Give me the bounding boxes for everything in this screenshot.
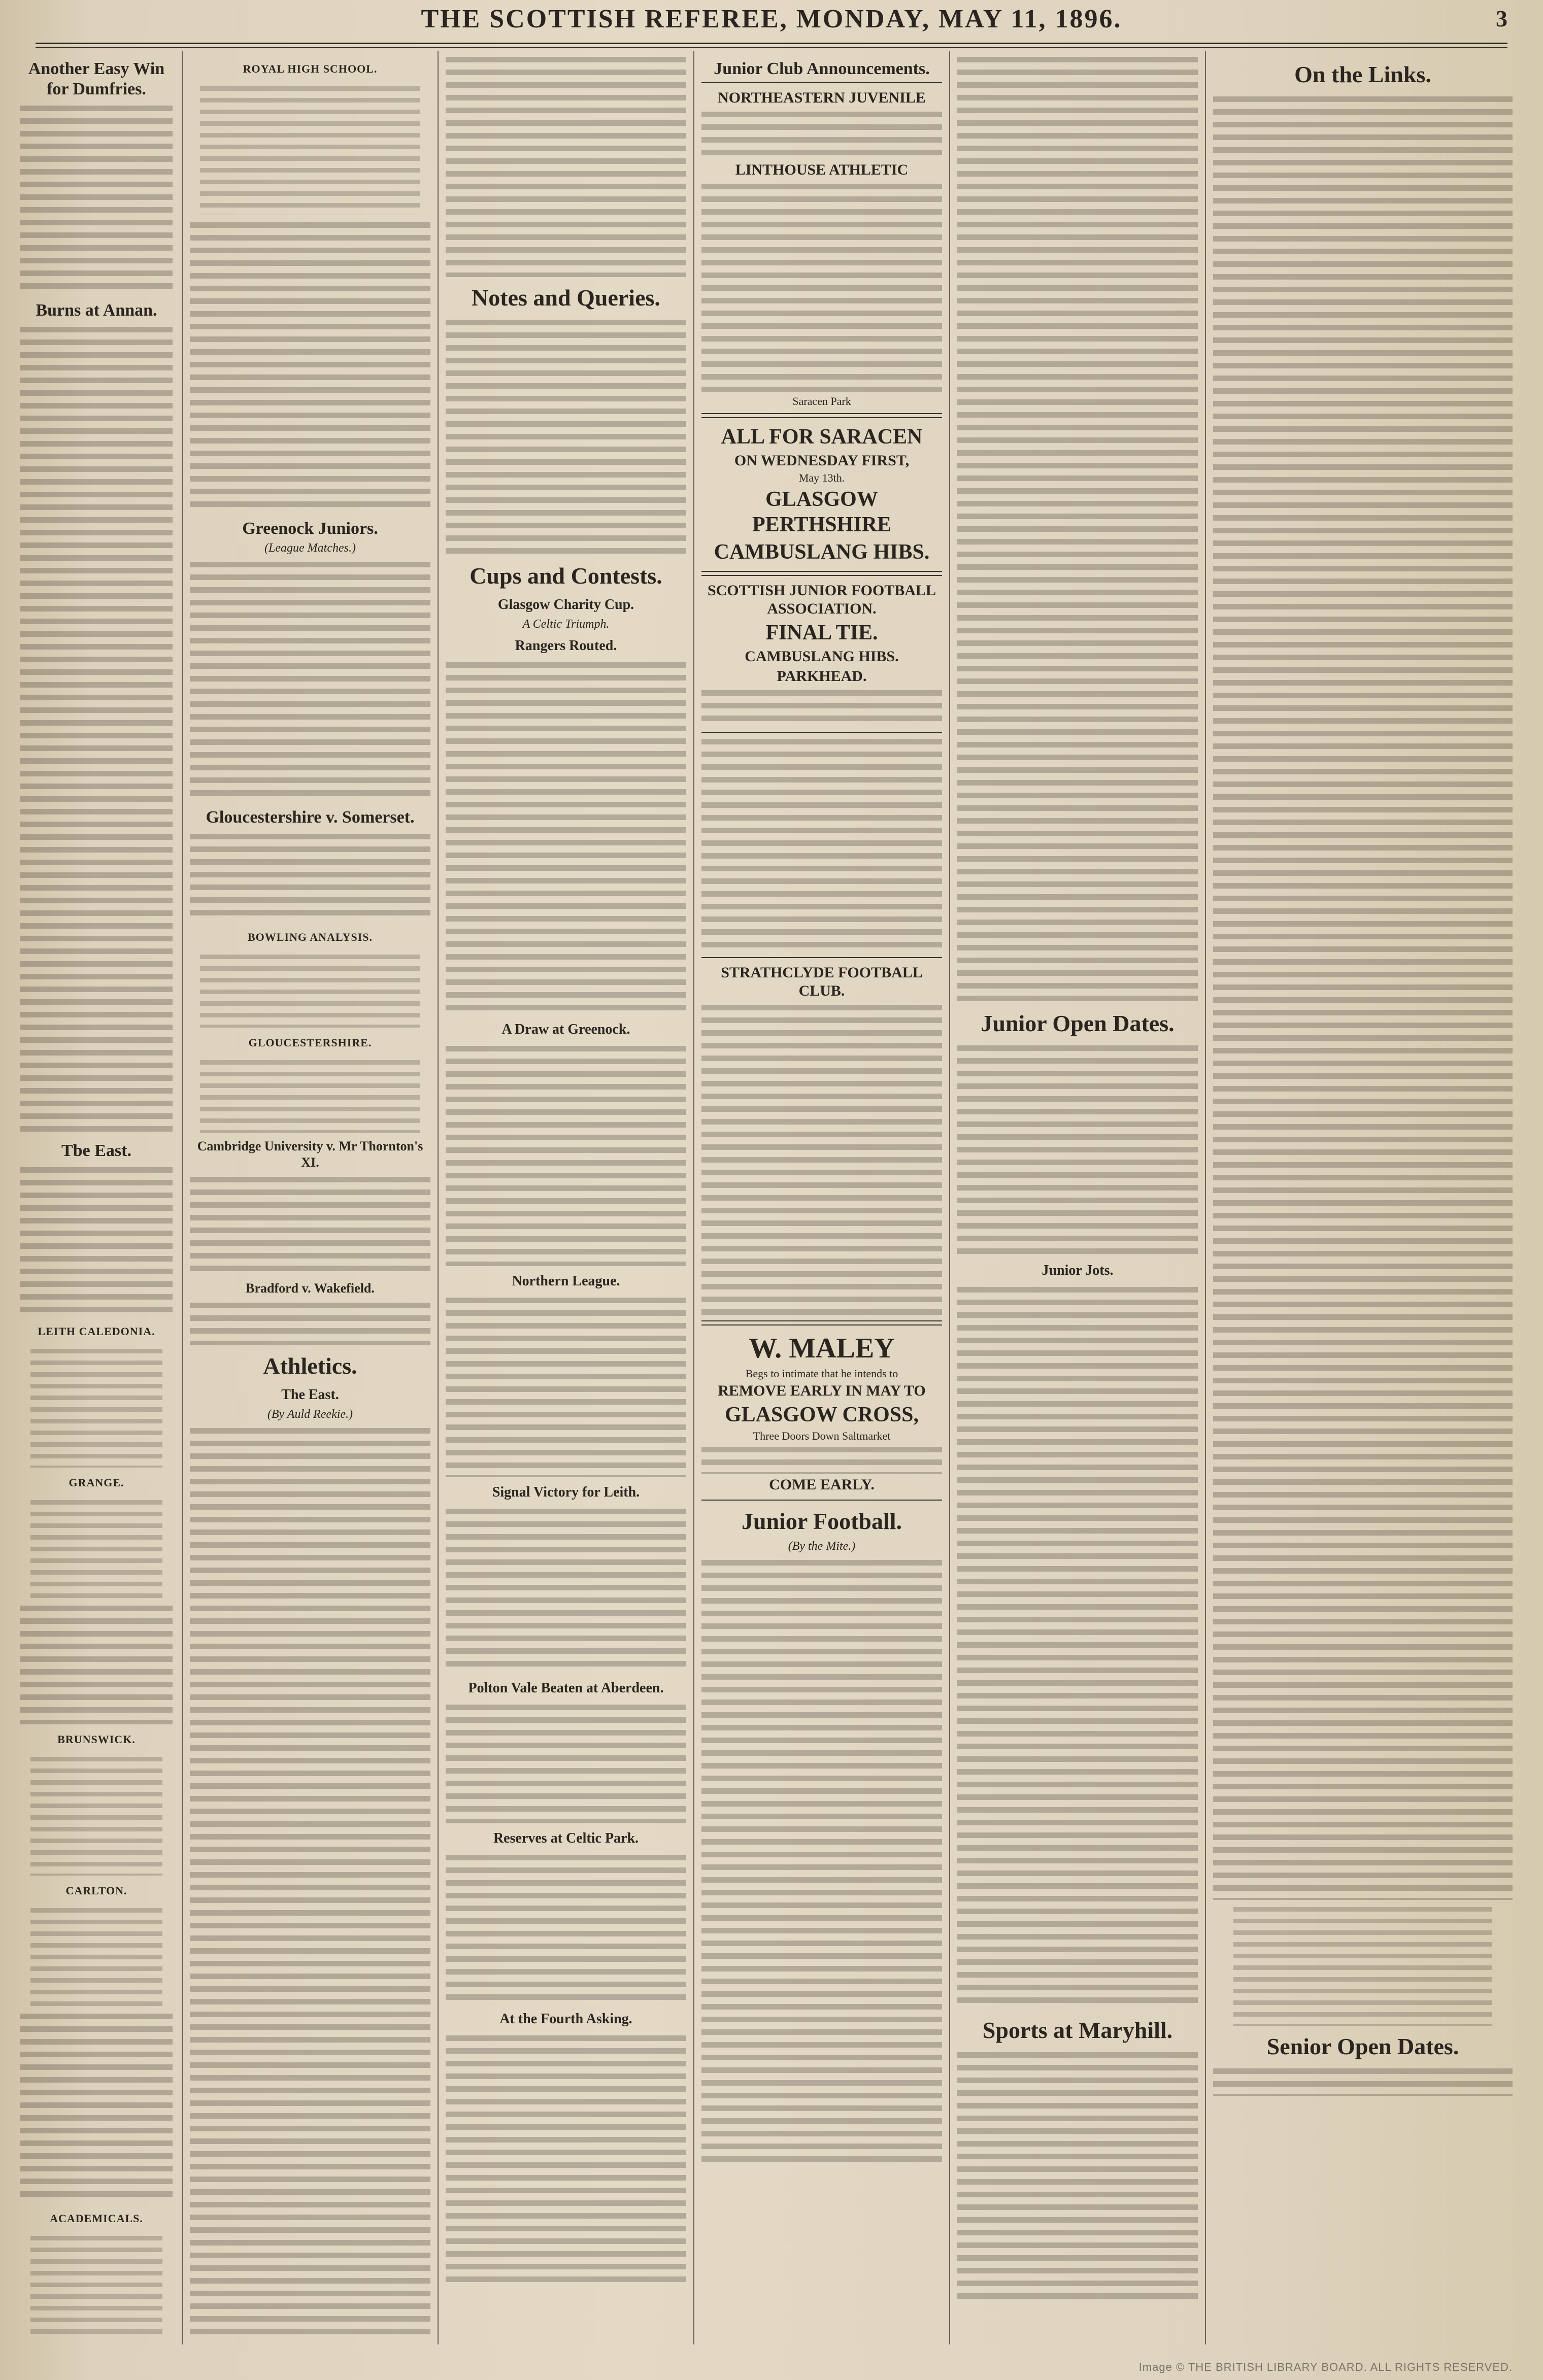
ad-headline: CAMBUSLANG HIBS. — [714, 540, 930, 564]
score-table — [1233, 1904, 1492, 2026]
column-heading: Greenock Juniors. — [242, 519, 378, 538]
score-table-heading: BOWLING ANALYSIS. — [247, 931, 373, 943]
column-heading: Burns at Annan. — [36, 301, 157, 320]
article-text — [190, 1300, 430, 1345]
column-heading: Bradford v. Wakefield. — [246, 1281, 375, 1296]
article-text — [20, 103, 173, 295]
column-2 — [190, 54, 430, 2337]
article-text — [190, 219, 430, 514]
score-table-heading: GLOUCESTERSHIRE. — [248, 1036, 372, 1049]
article-text — [446, 54, 686, 277]
ad-headline: COME EARLY. — [769, 1476, 875, 1493]
ad-headline: SCOTTISH JUNIOR FOOTBALL ASSOCIATION. — [707, 582, 936, 617]
article-text — [20, 1603, 173, 1724]
column-heading: Tbe East. — [61, 1141, 131, 1160]
masthead-title: THE SCOTTISH REFEREE, MONDAY, MAY 11, 1896. — [421, 5, 1122, 33]
article-text — [957, 54, 1198, 1003]
article-text — [957, 2049, 1198, 2303]
section-heading: Notes and Queries. — [472, 285, 660, 311]
column-rule — [1205, 51, 1206, 2344]
column-rule — [949, 51, 950, 2344]
article-text — [20, 1164, 173, 1316]
score-table — [30, 2233, 162, 2337]
page-number: 3 — [1496, 6, 1507, 31]
column-subheading: A Celtic Triumph. — [522, 618, 610, 631]
column-heading: Polton Vale Beaten at Aberdeen. — [468, 1680, 664, 1696]
ad-line: Begs to intimate that he intends to — [745, 1367, 898, 1380]
ad-text — [701, 181, 942, 394]
score-table-heading: BRUNSWICK. — [57, 1733, 136, 1746]
score-table — [200, 951, 420, 1028]
advertisement — [701, 957, 942, 1321]
ad-headline: NORTHEASTERN JUVENILE — [718, 89, 926, 106]
section-heading: On the Links. — [1294, 61, 1431, 87]
ad-text — [701, 1444, 942, 1474]
column-heading: Junior Jots. — [1042, 1263, 1114, 1278]
column-heading: The East. — [281, 1387, 339, 1403]
ad-headline: LINTHOUSE ATHLETIC — [735, 161, 909, 178]
score-table — [30, 1905, 162, 2007]
column-rule — [182, 51, 183, 2344]
score-table-heading: CARLTON. — [65, 1884, 127, 1897]
column-4 — [701, 54, 942, 2337]
article-text — [446, 1295, 686, 1477]
ad-text — [701, 687, 942, 728]
column-rule — [438, 51, 439, 2344]
score-table-heading: ACADEMICALS. — [50, 2212, 143, 2225]
masthead-rule — [36, 43, 1507, 48]
ad-line: May 13th. — [798, 471, 845, 484]
ad-line: Three Doors Down Saltmarket — [753, 1430, 891, 1442]
article-text — [190, 1425, 430, 2337]
score-table-heading: GRANGE. — [69, 1476, 124, 1489]
score-table — [200, 83, 420, 215]
advertisement — [701, 575, 942, 733]
copyright-credit: Image © THE BRITISH LIBRARY BOARD. ALL RIGHTS RESERVED. — [1138, 2361, 1513, 2373]
ad-headline: ALL FOR SARACEN — [721, 425, 923, 449]
article-text — [190, 1174, 430, 1275]
column-heading: Reserves at Celtic Park. — [493, 1830, 639, 1846]
article-text — [957, 1042, 1198, 1255]
ad-text — [701, 1002, 942, 1316]
column-heading: Northern League. — [512, 1273, 620, 1289]
ad-text — [701, 736, 942, 954]
advertisement — [701, 417, 942, 572]
ad-headline: GLASGOW CROSS, — [725, 1403, 919, 1426]
article-text — [446, 1506, 686, 1673]
section-heading: Senior Open Dates. — [1266, 2033, 1459, 2059]
column-1 — [20, 54, 173, 2337]
article-text — [190, 559, 430, 802]
article-text — [20, 324, 173, 1136]
section-heading: Athletics. — [263, 1353, 357, 1379]
article-text — [446, 1043, 686, 1266]
column-subheading: (By the Mite.) — [788, 1540, 856, 1553]
ad-text — [701, 109, 942, 159]
column-heading: Another Easy Win for Dumfries. — [28, 59, 165, 98]
score-table — [30, 1497, 162, 1599]
advertisement — [701, 82, 942, 414]
ad-line: Saracen Park — [792, 395, 851, 407]
score-table — [30, 1754, 162, 1876]
column-3 — [446, 54, 686, 2337]
ad-headline: ON WEDNESDAY FIRST, — [734, 452, 910, 469]
article-text — [1213, 93, 1513, 1900]
ad-headline: PARKHEAD. — [777, 668, 867, 685]
score-table — [30, 1346, 162, 1468]
column-heading: A Draw at Greenock. — [501, 1022, 630, 1037]
column-heading: Gloucestershire v. Somerset. — [206, 808, 415, 827]
article-text — [957, 1284, 1198, 2010]
article-text — [20, 2011, 173, 2203]
column-heading: Signal Victory for Leith. — [492, 1484, 640, 1500]
ad-headline: REMOVE EARLY IN MAY TO — [718, 1382, 926, 1399]
article-text — [446, 659, 686, 1014]
article-text — [190, 831, 430, 922]
ad-headline: FINAL TIE. — [765, 621, 878, 644]
article-text — [701, 1557, 942, 2166]
ad-headline: STRATHCLYDE FOOTBALL CLUB. — [721, 964, 923, 999]
column-heading: Junior Club Announcements. — [714, 59, 930, 78]
column-5 — [957, 54, 1198, 2337]
masthead — [0, 0, 1543, 61]
article-text — [446, 317, 686, 555]
article-text — [446, 1702, 686, 1823]
score-table — [200, 1057, 420, 1133]
column-heading: Cambridge University v. Mr Thornton's XI. — [197, 1139, 423, 1170]
ad-headline: GLASGOW PERTHSHIRE — [752, 488, 891, 536]
ad-headline: CAMBUSLANG HIBS. — [745, 648, 899, 665]
score-table-heading: ROYAL HIGH SCHOOL. — [243, 62, 378, 75]
article-text — [1213, 2065, 1513, 2096]
article-text — [446, 2032, 686, 2286]
advertisement — [701, 1324, 942, 1501]
section-heading: Junior Open Dates. — [981, 1010, 1175, 1036]
article-text — [446, 1852, 686, 2004]
score-table-heading: LEITH CALEDONIA. — [38, 1325, 155, 1338]
section-heading: Sports at Maryhill. — [982, 2017, 1173, 2043]
column-heading: Glasgow Charity Cup. — [497, 597, 634, 613]
column-heading: At the Fourth Asking. — [499, 2011, 632, 2027]
column-6 — [1213, 54, 1513, 2337]
column-subheading: (By Auld Reekie.) — [267, 1408, 353, 1421]
section-heading: Cups and Contests. — [469, 563, 662, 589]
column-subheading: (League Matches.) — [264, 541, 356, 555]
column-rule — [693, 51, 694, 2344]
section-heading: Junior Football. — [741, 1508, 902, 1534]
column-heading: Rangers Routed. — [515, 638, 617, 654]
ad-headline: W. MALEY — [749, 1333, 895, 1364]
